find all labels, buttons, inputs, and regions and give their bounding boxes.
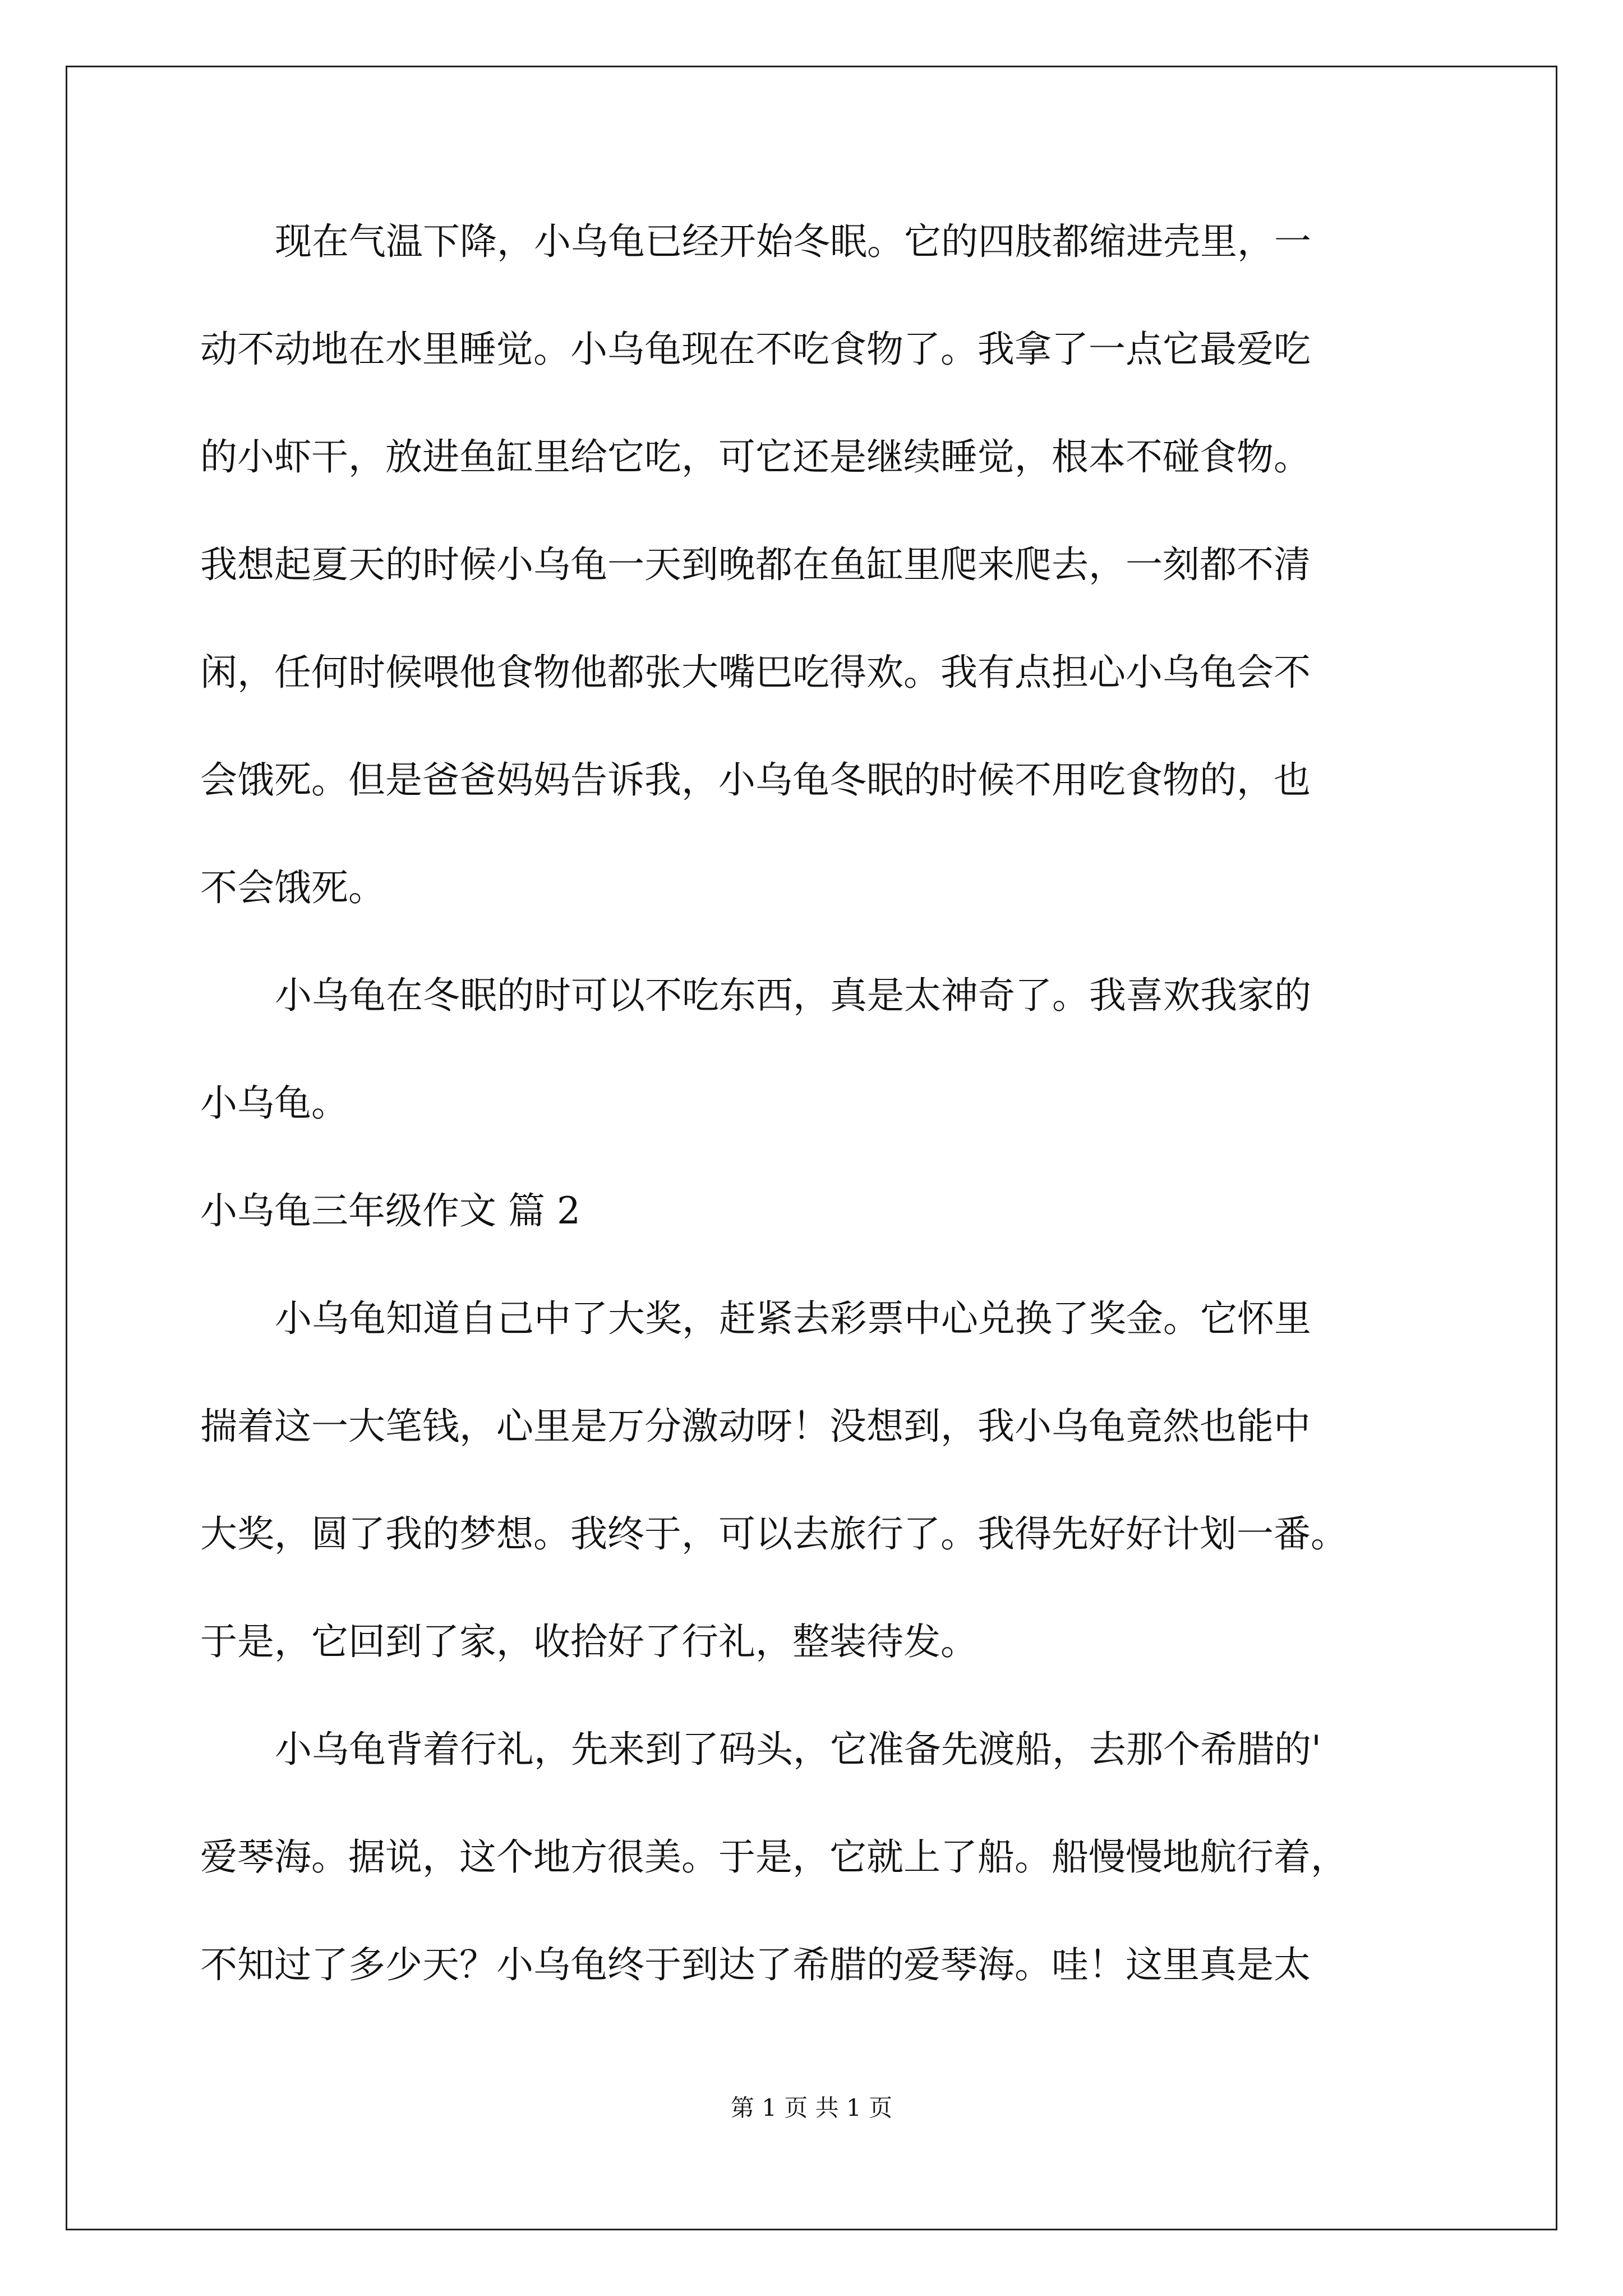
text-line: 不知过了多少天？小乌龟终于到达了希腊的爱琴海。哇！这里真是太 xyxy=(200,1943,1311,1986)
paragraph-4 xyxy=(200,1696,1428,2019)
paragraph-1 xyxy=(200,188,1428,942)
text-line: 小乌龟背着行礼，先来到了码头，它准备先渡船，去那个希腊的' xyxy=(275,1728,1322,1771)
text-line: 闲，任何时候喂他食物他都张大嘴巴吃得欢。我有点担心小乌龟会不 xyxy=(200,651,1311,694)
text-line: 小乌龟在冬眠的时可以不吃东西，真是太神奇了。我喜欢我家的 xyxy=(275,974,1311,1017)
paragraph-3 xyxy=(200,1265,1428,1696)
text-line: 会饿死。但是爸爸妈妈告诉我，小乌龟冬眠的时候不用吃食物的，也 xyxy=(200,758,1311,802)
document-body xyxy=(200,188,1428,2019)
text-line: 于是，它回到了家，收拾好了行礼，整装待发。 xyxy=(200,1620,978,1663)
text-line: 动不动地在水里睡觉。小乌龟现在不吃食物了。我拿了一点它最爱吃 xyxy=(200,328,1311,371)
text-line: 爱琴海。据说，这个地方很美。于是，它就上了船。船慢慢地航行着， xyxy=(200,1835,1348,1879)
page-footer: 第 1 页 共 1 页 xyxy=(730,2094,893,2122)
text-line: 小乌龟知道自己中了大奖，赶紧去彩票中心兑换了奖金。它怀里 xyxy=(275,1297,1311,1340)
text-line: 小乌龟。 xyxy=(200,1082,348,1125)
text-line: 揣着这一大笔钱，心里是万分激动呀！没想到，我小乌龟竟然也能中 xyxy=(200,1405,1311,1448)
text-line: 大奖，圆了我的梦想。我终于，可以去旅行了。我得先好好计划一番。 xyxy=(200,1512,1348,1556)
section-heading: 小乌龟三年级作文 篇 2 xyxy=(200,1189,580,1232)
text-line: 我想起夏天的时候小乌龟一天到晚都在鱼缸里爬来爬去，一刻都不清 xyxy=(200,543,1311,586)
text-line: 不会饿死。 xyxy=(200,866,385,909)
paragraph-2 xyxy=(200,942,1428,1157)
text-line: 现在气温下降，小乌龟已经开始冬眠。它的四肢都缩进壳里，一 xyxy=(275,220,1311,263)
text-line: 的小虾干，放进鱼缸里给它吃，可它还是继续睡觉，根本不碰食物。 xyxy=(200,435,1311,478)
